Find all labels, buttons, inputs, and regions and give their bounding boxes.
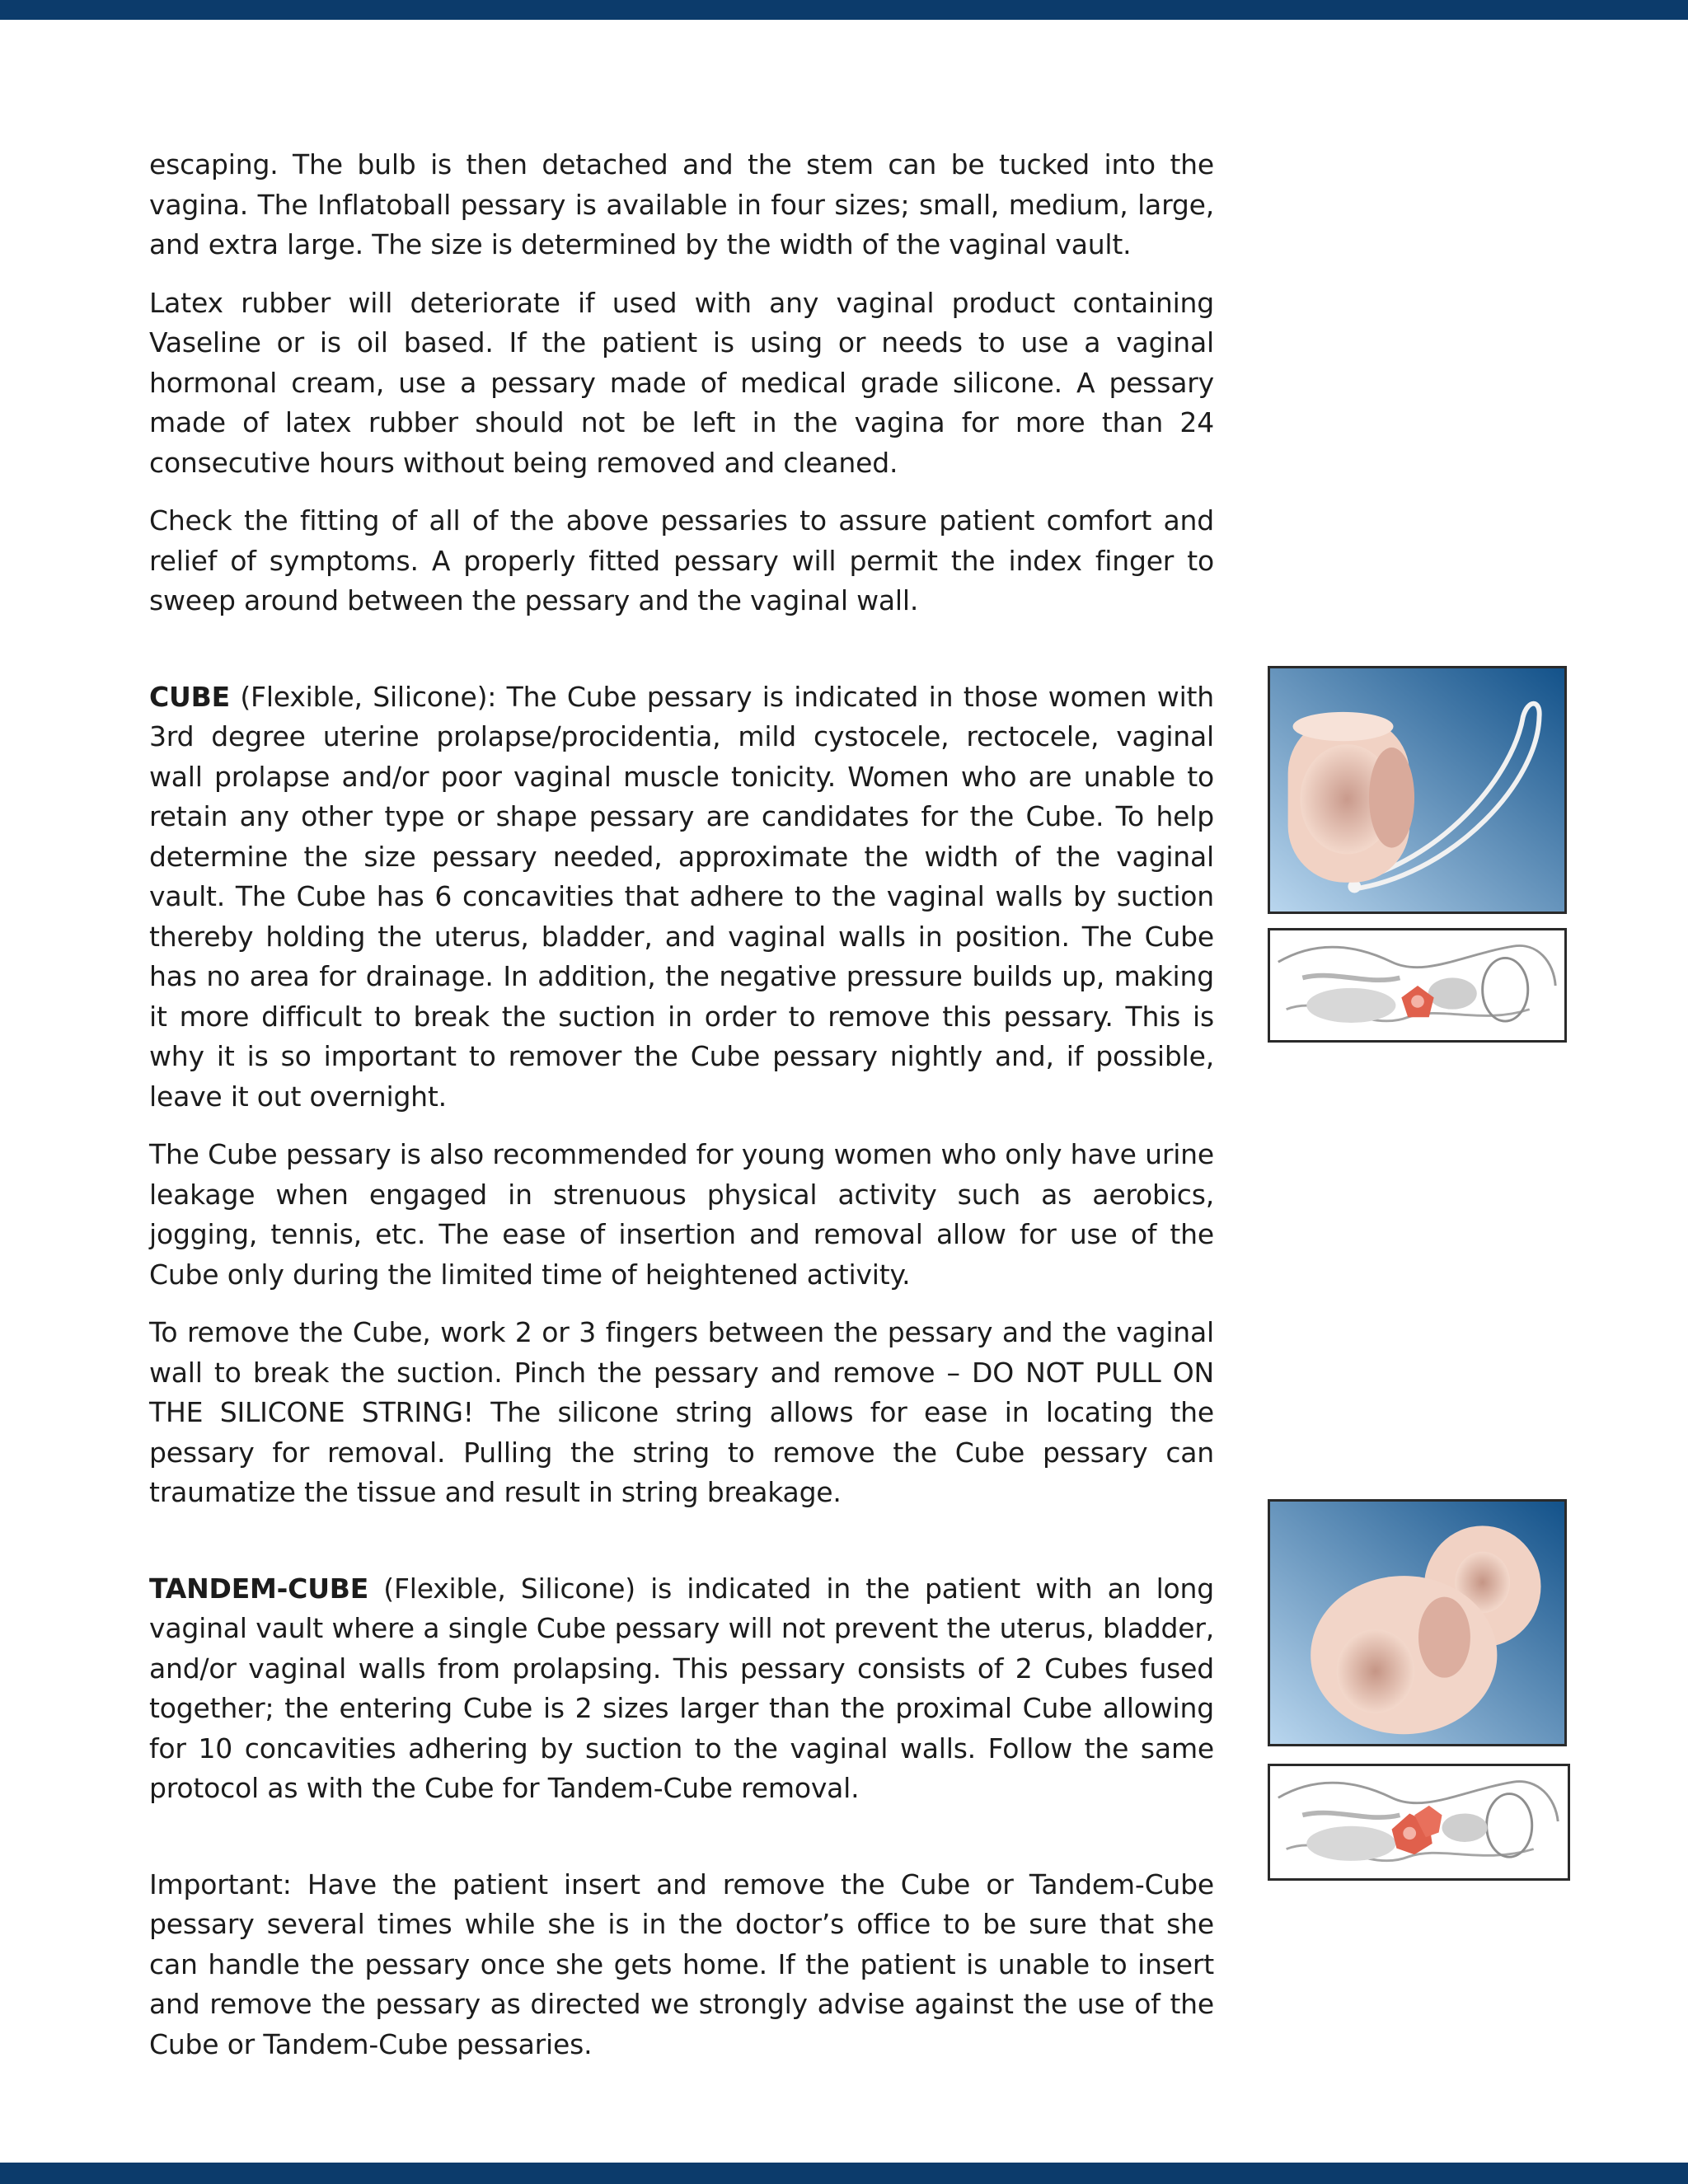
tandem-cube-anatomy-illustration <box>1268 1764 1570 1881</box>
paragraph-important: Important: Have the patient insert and remove the Cube or Tandem-Cube pessary several times while she is in the doctor’s office to be sure that she can handle the pessary once she gets home. If the patient is unable to insert and remove the pessary as directed we strongly advise against the use of the Cube or Tandem-Cube pessaries. <box>149 1868 1214 2060</box>
header-bar <box>0 0 1688 20</box>
paragraph-tandem-cube <box>149 1569 1214 1809</box>
paragraph-cube-activity: The Cube pessary is also recommended for young women who only have urine leakage when engaged in strenuous physical activity such as aerobics, jogging, tennis, etc. The ease of insertion and removal allow for use of the Cube only during the limited time of heightened activity. <box>149 1138 1214 1291</box>
cube-pessary-photo <box>1268 666 1567 914</box>
cube-heading: CUBE <box>149 680 230 713</box>
paragraph-inflatoball-sizes: escaping. The bulb is then detached and the stem can be tucked into the vagina. The Inflatoball pessary is available in four sizes; small, medium, large, and extra large. The size is determined by the width of the vaginal vault. <box>149 148 1214 260</box>
paragraph-cube-removal: To remove the Cube, work 2 or 3 fingers between the pessary and the vaginal wall to break the suction. Pinch the pessary and remove – DO NOT PULL ON THE SILICONE STRING! The silicone string allows for ease in locating the pessary for removal. Pulling the string to remove the Cube pessary can traumatize the tissue and result in string breakage. <box>149 1316 1214 1508</box>
paragraph-cube <box>149 677 1214 1118</box>
tandem-cube-heading: TANDEM-CUBE <box>149 1572 369 1605</box>
body-text <box>149 145 1214 2083</box>
cube-description: (Flexible, Silicone): The Cube pessary is indicated in those women with 3rd degree uterine prolapse/procidentia, mild cystocele, rectocele, vaginal wall prolapse and/or poor vaginal muscle tonicity. Women who are unable to retain any other type or shape pessary are candidates for the Cube. To help determine the size pessary needed, approximate the width of the vaginal vault. The Cube has 6 concavities that adhere to the vaginal walls by suction thereby holding the uterus, bladder, and vaginal walls in position. The Cube has no area for drainage. In addition, the negative pressure builds up, making it more difficult to break the suction in order to remove this pessary. This is why it is so important to remover the Cube pessary nightly and, if possible, leave it out overnight. <box>149 680 1214 1113</box>
paragraph-latex-warning: Latex rubber will deteriorate if used with any vaginal product containing Vaseline or is oil based. If the patient is using or needs to use a vaginal hormonal cream, use a pessary made of medical grade silicone. A pessary made of latex rubber should not be left in the vagina for more than 24 consecutive hours without being removed and cleaned. <box>149 286 1214 479</box>
tandem-cube-description: (Flexible, Silicone) is indicated in the patient with an long vaginal vault where a single Cube pessary will not prevent the uterus, bladder, and/or vaginal walls from prolapsing. This pessary consists of 2 Cubes fused together; the entering Cube is 2 sizes larger than the proximal Cube allowing for 10 concavities adhering by suction to the vaginal walls. Follow the same protocol as with the Cube for Tandem-Cube removal. <box>149 1572 1214 1804</box>
tandem-cube-pessary-photo <box>1268 1499 1567 1746</box>
cube-anatomy-illustration <box>1268 928 1567 1043</box>
footer-bar <box>0 2163 1688 2184</box>
paragraph-fitting-check: Check the fitting of all of the above pessaries to assure patient comfort and relief of symptoms. A properly fitted pessary will permit the index finger to sweep around between the pessary and the vaginal wall. <box>149 504 1214 616</box>
